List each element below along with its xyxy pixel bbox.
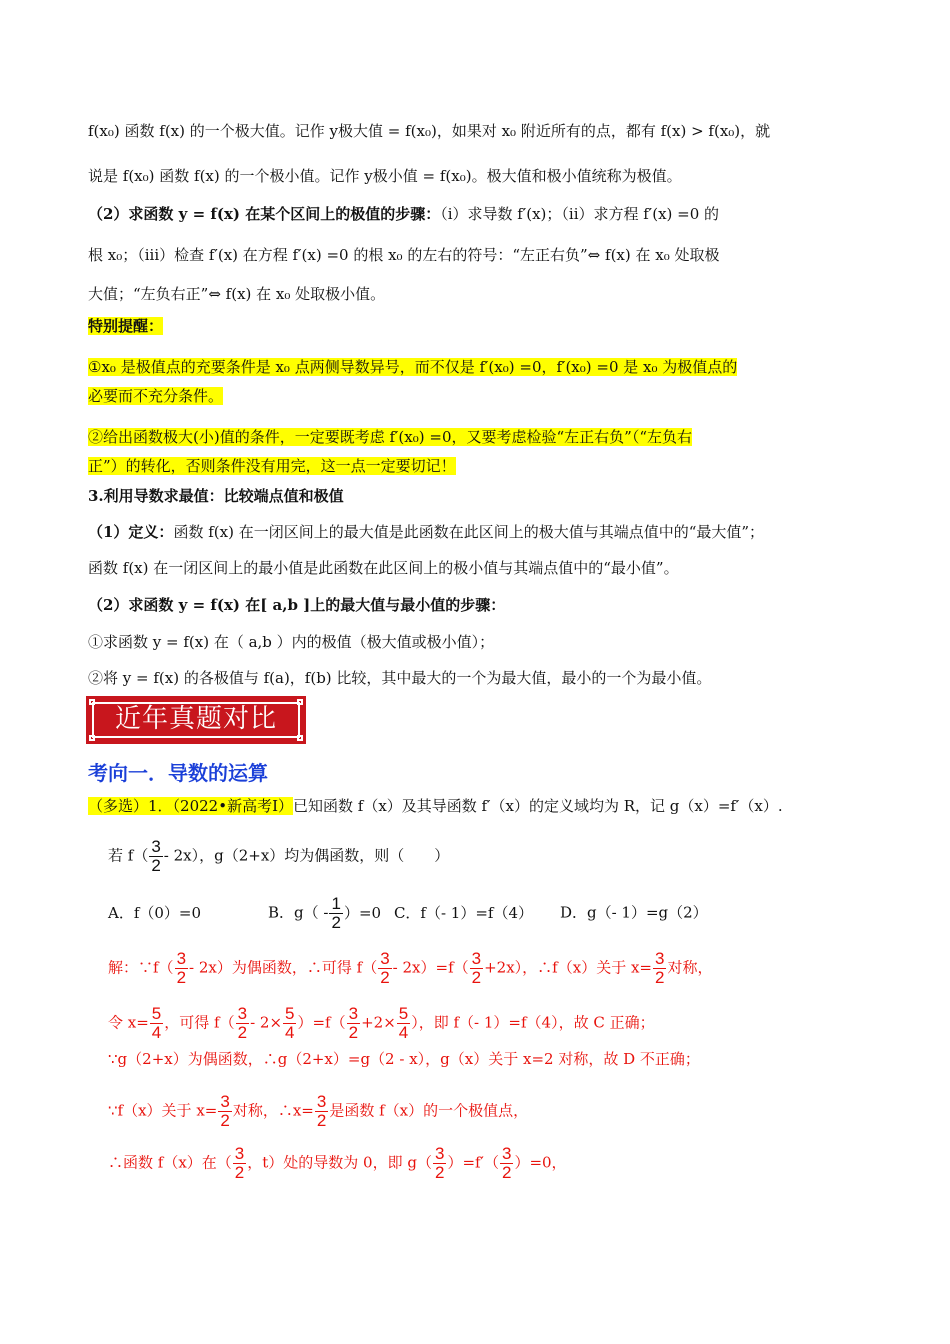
fraction: $\frac{3}{2}$	[237, 1004, 248, 1042]
solution-line-3: ∵g（2+x）为偶函数，∴g（2+x）=g（2 - x），g（x）关于 x=2 对称，故 D 不正确；	[108, 1050, 700, 1068]
fraction: $\frac{5}{4}$	[398, 1004, 409, 1042]
reminder-line-1	[88, 356, 870, 378]
text-line-1: f(x₀) 函数 f(x) 的一个极大值。记作 y极大值 = f(x₀)，如果对 x₀ 附近所有的点，都有 f(x) > f(x₀)，就	[88, 122, 771, 140]
topic-title: 考向一．导数的运算	[88, 761, 268, 785]
fraction: $\frac{3}{2}$	[471, 949, 482, 987]
fraction: $\frac{3}{2}$	[176, 949, 187, 987]
reminder-heading	[88, 315, 870, 337]
option-c: C．f（- 1）=f（4）	[393, 903, 534, 922]
option-d: D．g（- 1）=g（2）	[559, 903, 708, 922]
reminder-text-1: ①x₀ 是极值点的充要条件是 x₀ 点两侧导数异号，而不仅是 f′(x₀) =0，f′(x₀) =0 是 x₀ 为极值点的	[88, 358, 738, 376]
definition-label: （1）定义：	[88, 523, 174, 541]
option-b-post: ）=0	[343, 903, 382, 922]
reminder-line-2	[88, 385, 870, 407]
fraction: $\frac{5}{4}$	[151, 1004, 162, 1042]
fraction: $\frac{3}{2}$	[220, 1092, 230, 1130]
reminder-text-4: 正”）的转化，否则条件没有用完，这一点一定要切记！	[88, 457, 456, 475]
fraction: $\frac{5}{4}$	[285, 1004, 295, 1042]
section-3-heading: 3.利用导数求最值：比较端点值和极值	[88, 487, 344, 505]
reminder-line-4	[88, 455, 870, 477]
steps-heading: （2）求函数 y = f(x) 在某个区间上的极值的步骤：	[88, 205, 441, 223]
text-line-16: ②将 y = f(x) 的各极值与 f(a)，f(b) 比较，其中最大的一个为最大值，最小的一个为最小值。	[88, 669, 712, 687]
solution-line-2: 令 x= $\frac{5}{4}$ ，可得 f（ $\frac{3}{2}$ - 2× $\frac{5}{4}$ ）=f（ $\frac{3}{2}$ +2× $\frac{5}{4}$ ），即 f（- 1）=f（4），故 C 正确；	[108, 1004, 655, 1042]
solution-line-1: 解：∵f（ $\frac{3}{2}$ - 2x）为偶函数，∴可得 f（ $\frac{3}{2}$ - 2x）=f（ $\frac{3}{2}$ +2x），∴f（x）关于 x= $\frac{3}{2}$ 对称，	[108, 949, 713, 987]
text-line-15: ①求函数 y = f(x) 在（ a,b ）内的极值（极大值或极小值）；	[88, 633, 495, 651]
section-banner	[86, 696, 306, 744]
question-condition	[108, 838, 870, 875]
question-stem	[88, 795, 870, 817]
definition-text: 函数 f(x) 在一闭区间上的最大值是此函数在此区间上的极大值与其端点值中的“最大值”；	[173, 523, 765, 541]
reminder-text-3: ②给出函数极大(小)值的条件，一定要既考虑 f′(x₀) =0，又要考虑检验“左正右负”（“左负右	[88, 428, 692, 446]
fraction: $\frac{3}{2}$	[316, 1092, 327, 1130]
reminder-label: 特别提醒：	[88, 317, 164, 335]
text-line-13: 函数 f(x) 在一闭区间上的最小值是此函数在此区间上的极小值与其端点值中的“最小值”。	[88, 559, 679, 577]
fraction: $\frac{3}{2}$	[434, 1144, 445, 1182]
fraction: $\frac{3}{2}$	[151, 837, 161, 875]
text-line-12	[88, 521, 870, 543]
text-line-14: （2）求函数 y = f(x) 在[ a,b ]上的最大值与最小值的步骤：	[88, 596, 506, 614]
question-condition-post: - 2x），g（2+x）均为偶函数，则（ ）	[163, 846, 450, 865]
text-line-5: 大值；“左负右正”⇔ f(x) 在 x₀ 处取极小值。	[88, 285, 386, 303]
fraction: $\frac{3}{2}$	[501, 1144, 512, 1182]
text-line-2: 说是 f(x₀) 函数 f(x) 的一个极小值。记作 y极小值 = f(x₀)。极大值和极小值统称为极值。	[88, 167, 682, 185]
text-line-4: 根 x₀；（iii）检查 f′(x) 在方程 f′(x) =0 的根 x₀ 的左右的符号：“左正右负”⇔ f(x) 在 x₀ 处取极	[88, 246, 720, 264]
question-stem-text: 已知函数 f（x）及其导函数 f′（x）的定义域均为 R，记 g（x）=f′（x）.	[293, 797, 783, 815]
reminder-line-3	[88, 426, 870, 448]
fraction: $\frac{3}{2}$	[234, 1144, 245, 1182]
option-b-pre: B．g（ -	[268, 903, 329, 922]
fraction: $\frac{1}{2}$	[331, 894, 341, 932]
steps-intro: （i）求导数 f′(x)；（ii）求方程 f′(x) =0 的	[440, 205, 720, 223]
question-tag: （多选）1．（2022•新高考Ⅰ）	[88, 797, 293, 815]
text-line-3	[88, 203, 870, 225]
fraction: $\frac{3}{2}$	[348, 1004, 359, 1042]
question-condition-pre: 若 f（	[108, 846, 149, 865]
fraction: $\frac{3}{2}$	[380, 949, 390, 987]
solution-line-5: ∴函数 f（x）在（ $\frac{3}{2}$ ，t）处的导数为 0，即 g（ $\frac{3}{2}$ ）=f′（ $\frac{3}{2}$ ）=0，	[108, 1144, 567, 1182]
question-options	[108, 895, 870, 932]
reminder-text-2: 必要而不充分条件。	[88, 387, 224, 405]
option-a: A．f（0）=0	[108, 903, 202, 922]
banner-label: 近年真题对比	[114, 704, 277, 734]
solution-line-4: ∵f（x）关于 x= $\frac{3}{2}$ 对称，∴x= $\frac{3}{2}$ 是函数 f（x）的一个极值点，	[108, 1092, 529, 1130]
fraction: $\frac{3}{2}$	[655, 949, 665, 987]
